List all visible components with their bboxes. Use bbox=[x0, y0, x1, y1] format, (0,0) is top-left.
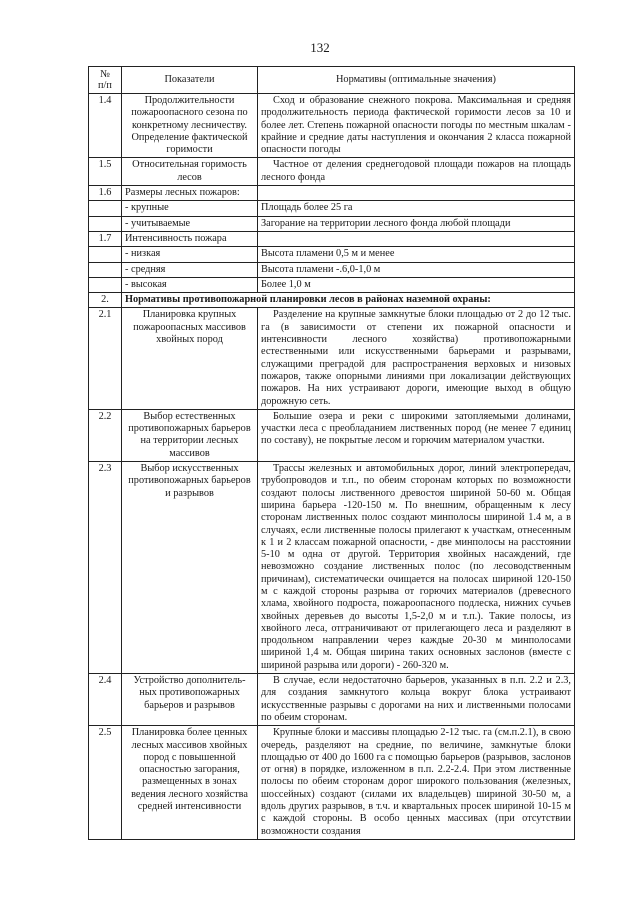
row-norm-text: Крупные блоки и массивы площадью 2-12 тыс. га (см.п.2.1), в свою очередь, разделяют на средние, по величине, замкнутые блоки площадью от 400 до 1600 га с помощью барьеров (разрывов, заслонов от огня) в порядке, изложенном в п.п. 2.2-2.4. При этом лиственные полосы по обеим сторонам дорог широкого пользования (железных, шоссейных) создают (силами их владельцев) шириной 30-50 м, а вдоль других разрывов, в т.ч. и квартальных просек шириной 10-15 м с каждой стороны. В особо ценных массивах (при отсутствии возможности создания bbox=[261, 727, 571, 837]
row-norm bbox=[258, 462, 575, 674]
row-indicator: - крупные bbox=[122, 201, 258, 216]
row-indicator: Устройство дополнитель-ных противопожарных барьеров и разрывов bbox=[122, 674, 258, 726]
row-indicator: Выбор искусственных противопожарных барьеров и разрывов bbox=[122, 462, 258, 674]
row-indicator: Интенсивность пожара bbox=[122, 231, 258, 246]
table-row bbox=[89, 308, 575, 409]
table-row bbox=[89, 462, 575, 674]
table-row bbox=[89, 409, 575, 461]
row-norm bbox=[258, 308, 575, 409]
row-norm bbox=[258, 726, 575, 840]
row-norm bbox=[258, 158, 575, 186]
row-indicator: - средняя bbox=[122, 262, 258, 277]
row-indicator: - низкая bbox=[122, 247, 258, 262]
table-row bbox=[89, 94, 575, 158]
row-num: 2.4 bbox=[89, 674, 122, 726]
table-row bbox=[89, 247, 575, 262]
row-indicator: Относительная горимость лесов bbox=[122, 158, 258, 186]
table-row bbox=[89, 201, 575, 216]
row-norm bbox=[258, 409, 575, 461]
row-norm bbox=[258, 231, 575, 246]
row-norm-text: Частное от деления среднегодовой площади пожаров на площадь лесного фонда bbox=[261, 159, 571, 183]
row-num bbox=[89, 201, 122, 216]
row-indicator: Продолжительности пожароопасного сезона по конкретному лесничеству. Определение фактической горимости bbox=[122, 94, 258, 158]
norms-table bbox=[88, 66, 575, 840]
row-norm: Более 1,0 м bbox=[258, 277, 575, 292]
row-norm: Высота пламени -.6,0-1,0 м bbox=[258, 262, 575, 277]
row-num bbox=[89, 277, 122, 292]
row-num: 2.1 bbox=[89, 308, 122, 409]
row-norm bbox=[258, 186, 575, 201]
row-num bbox=[89, 216, 122, 231]
section-heading: Нормативы противопожарной планировки лесов в районах наземной охраны: bbox=[122, 293, 575, 308]
row-norm: Высота пламени 0,5 м и менее bbox=[258, 247, 575, 262]
row-num: 2. bbox=[89, 293, 122, 308]
row-norm: Площадь более 25 га bbox=[258, 201, 575, 216]
row-norm-text: В случае, если недостаточно барьеров, указанных в п.п. 2.2 и 2.3, для создания замкнутого кольца вокруг блока устраивают искусственные разрывы с дорогами на них и лиственными полосами по обеим сторонам. bbox=[261, 675, 571, 723]
table-row bbox=[89, 231, 575, 246]
row-norm bbox=[258, 674, 575, 726]
row-norm bbox=[258, 94, 575, 158]
row-num bbox=[89, 262, 122, 277]
row-norm-text: Трассы железных и автомобильных дорог, линий электропередач, трубопроводов и т.п., по обеим сторонам которых по возможности создают полосы лиственного древостоя шириной 50-60 м. Общая ширина барьера -120-150 м. По внешним, обращенным к лесу сторонам лиственных полос создают минполосы шириной 1.4 м, а в случаях, если лиственные полосы прилегают к участкам, отнесенным к 1 и 2 классам пожарной опасности, - две минполосы на расстоянии 5-10 м одна от другой. Территория хвойных насаждений, где невозможно создание лиственных полос (по лесоводственным причинам), систематически очищается на полосах шириной 120-150 м с каждой стороны разрыва от горючих материалов (древесного хлама, хвойного подроста, пожароопасного подлеска, нижних сучьев хвойных деревьев до высоты 1,5-2,0 м и т.п.). Такие полосы, из хвойного леса, отграничивают от прилегающего леса и разделяют в продольном направлении через каждые 20-30 м минполосами шириной 1,4 м. Общая ширина таких основных заслонов (вместе с шириной разрыва или дороги) - 260-320 м. bbox=[261, 463, 571, 671]
table-row bbox=[89, 674, 575, 726]
table-row bbox=[89, 726, 575, 840]
row-indicator: - учитываемые bbox=[122, 216, 258, 231]
table-row bbox=[89, 262, 575, 277]
row-norm-text: Разделение на крупные замкнутые блоки площадью от 2 до 12 тыс. га (в зависимости от степени их пожарной опасности и интенсивности лесного хозяйства) противопожарными естественными или искусственными барьерами и разрывами, служащими преградой для распространения верховых и низовых пожаров, также опорными линиями при локализации действующих пожаров. На них устраивают дороги, имеющие выход в общую дорожную сеть. bbox=[261, 309, 571, 407]
table-row-section bbox=[89, 293, 575, 308]
table-row bbox=[89, 277, 575, 292]
row-indicator: Выбор естественных противопожарных барьеров на территории лесных массивов bbox=[122, 409, 258, 461]
row-num: 2.2 bbox=[89, 409, 122, 461]
row-indicator: - высокая bbox=[122, 277, 258, 292]
row-num: 2.5 bbox=[89, 726, 122, 840]
row-indicator: Размеры лесных пожаров: bbox=[122, 186, 258, 201]
row-num: 1.7 bbox=[89, 231, 122, 246]
row-indicator: Планировка более ценных лесных массивов хвойных пород с повышенной опасностью загорания, размещенных в зонах ведения лесного хозяйства средней интенсивности bbox=[122, 726, 258, 840]
table-row bbox=[89, 216, 575, 231]
row-num: 2.3 bbox=[89, 462, 122, 674]
header-norm: Нормативы (оптимальные значения) bbox=[258, 67, 575, 94]
header-indicator: Показатели bbox=[122, 67, 258, 94]
row-num: 1.4 bbox=[89, 94, 122, 158]
row-num: 1.6 bbox=[89, 186, 122, 201]
table-header-row bbox=[89, 67, 575, 94]
table-row bbox=[89, 186, 575, 201]
row-num bbox=[89, 247, 122, 262]
page-number: 132 bbox=[310, 40, 330, 55]
row-indicator: Планировка крупных пожароопасных массивов хвойных пород bbox=[122, 308, 258, 409]
row-norm-text: Большие озера и реки с широкими затопляемыми долинами, участки леса с преобладанием лиственных пород (не менее 7 единиц по составу), не покрытые лесом и горючим материалом участки. bbox=[261, 410, 571, 447]
row-norm: Загорание на территории лесного фонда любой площади bbox=[258, 216, 575, 231]
header-num: № п/п bbox=[89, 67, 122, 94]
row-norm-text: Сход и образование снежного покрова. Максимальная и средняя продолжительность периода фактической горимости лесов за 10 и более лет. Степень пожарной опасности погоды по местным шкалам - крайние и средние даты наступления и окончания 2 класса пожарной опасности погоды bbox=[261, 95, 571, 156]
row-num: 1.5 bbox=[89, 158, 122, 186]
table-row bbox=[89, 158, 575, 186]
